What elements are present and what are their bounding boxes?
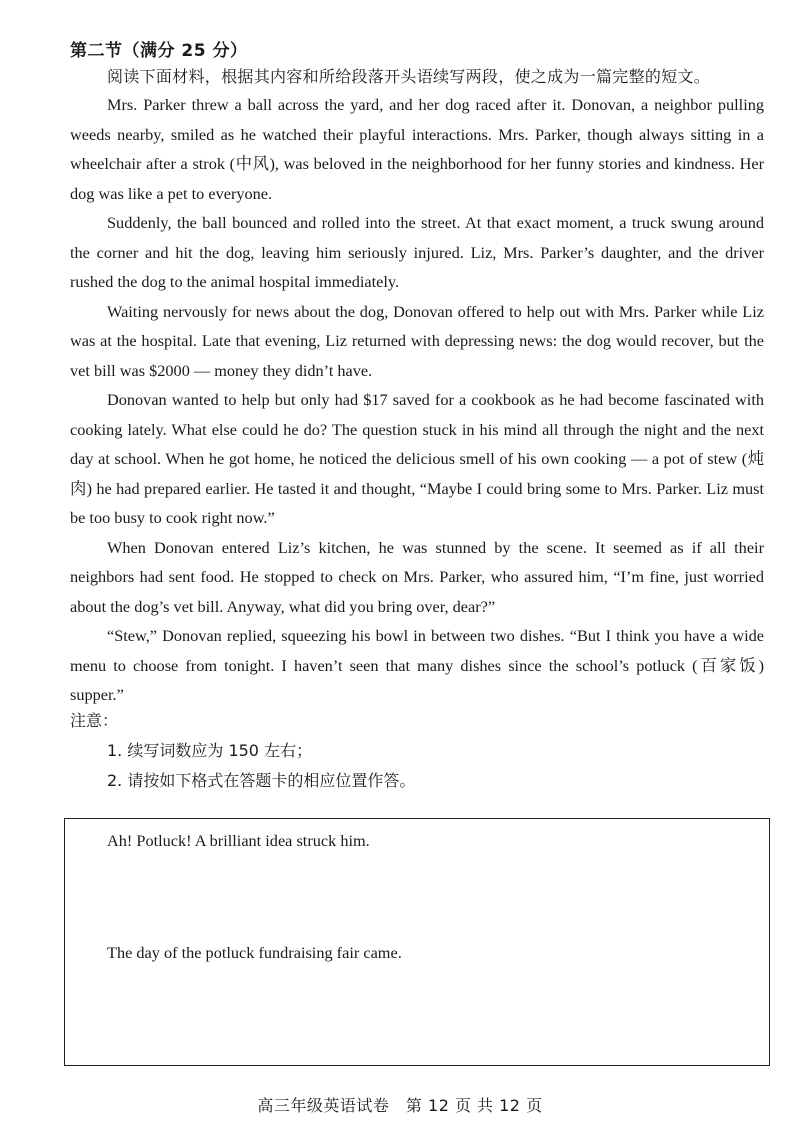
paragraph-starter-1: Ah! Potluck! A brilliant idea struck him. xyxy=(107,831,370,850)
passage-paragraph: “Stew,” Donovan replied, squeezing his bowl in between two dishes. “But I think you have a wide menu to choose from tonight. I haven’t seen that many dishes since the school’s potluck (百家饭) supper.” xyxy=(70,626,764,704)
passage-paragraph: Suddenly, the ball bounced and rolled into the street. At that exact moment, a truck swung around the corner and hit the dog, leaving him seriously injured. Liz, Mrs. Parker’s daughter, and the driver rushed the dog to the animal hospital immediately. xyxy=(70,213,764,291)
section-title: 第二节（满分 25 分） xyxy=(70,41,248,61)
answer-box xyxy=(64,818,770,1066)
page-footer: 高三年级英语试卷 第 12 页 共 12 页 xyxy=(257,1096,543,1115)
passage-paragraph: Waiting nervously for news about the dog, Donovan offered to help out with Mrs. Parker while Liz was at the hospital. Late that evening, Liz returned with depressing news: the dog would recover, but the vet bill was $2000 — money they didn’t have. xyxy=(70,301,764,380)
task-instruction: 阅读下面材料，根据其内容和所给段落开头语续写两段，使之成为一篇完整的短文。 xyxy=(107,67,711,86)
notes-label: 注意： xyxy=(70,711,119,730)
passage-paragraph: When Donovan entered Liz’s kitchen, he was stunned by the scene. It seemed as if all their neighbors had sent food. He stopped to check on Mrs. Parker, who assured him, “I’m fine, just worried about the dog’s vet bill. Anyway, what did you bring over, dear?” xyxy=(70,537,764,616)
reading-passage xyxy=(70,90,764,710)
paragraph-starter-2: The day of the potluck fundraising fair came. xyxy=(107,943,402,962)
passage-paragraph: Mrs. Parker threw a ball across the yard, and her dog raced after it. Donovan, a neighbor pulling weeds nearby, smiled as he watched their playful interactions. Mrs. Parker, though always sitting in a wheelchair after a strok (中风), was beloved in the neighborhood for her funny stories and kindness. Her dog was like a pet to everyone. xyxy=(70,95,764,203)
note-item: 1. 续写词数应为 150 左右； xyxy=(107,741,313,760)
notes-list xyxy=(107,736,415,796)
passage-paragraph: Donovan wanted to help but only had $17 saved for a cookbook as he had become fascinated with cooking lately. What else could he do? The question stuck in his mind all through the night and the next day at school. When he got home, he noticed the delicious smell of his own cooking — a pot of stew (炖肉) he had prepared earlier. He tasted it and thought, “Maybe I could bring some to Mrs. Parker. Liz must be too busy to cook right now.” xyxy=(70,390,764,527)
note-item: 2. 请按如下格式在答题卡的相应位置作答。 xyxy=(107,771,416,790)
